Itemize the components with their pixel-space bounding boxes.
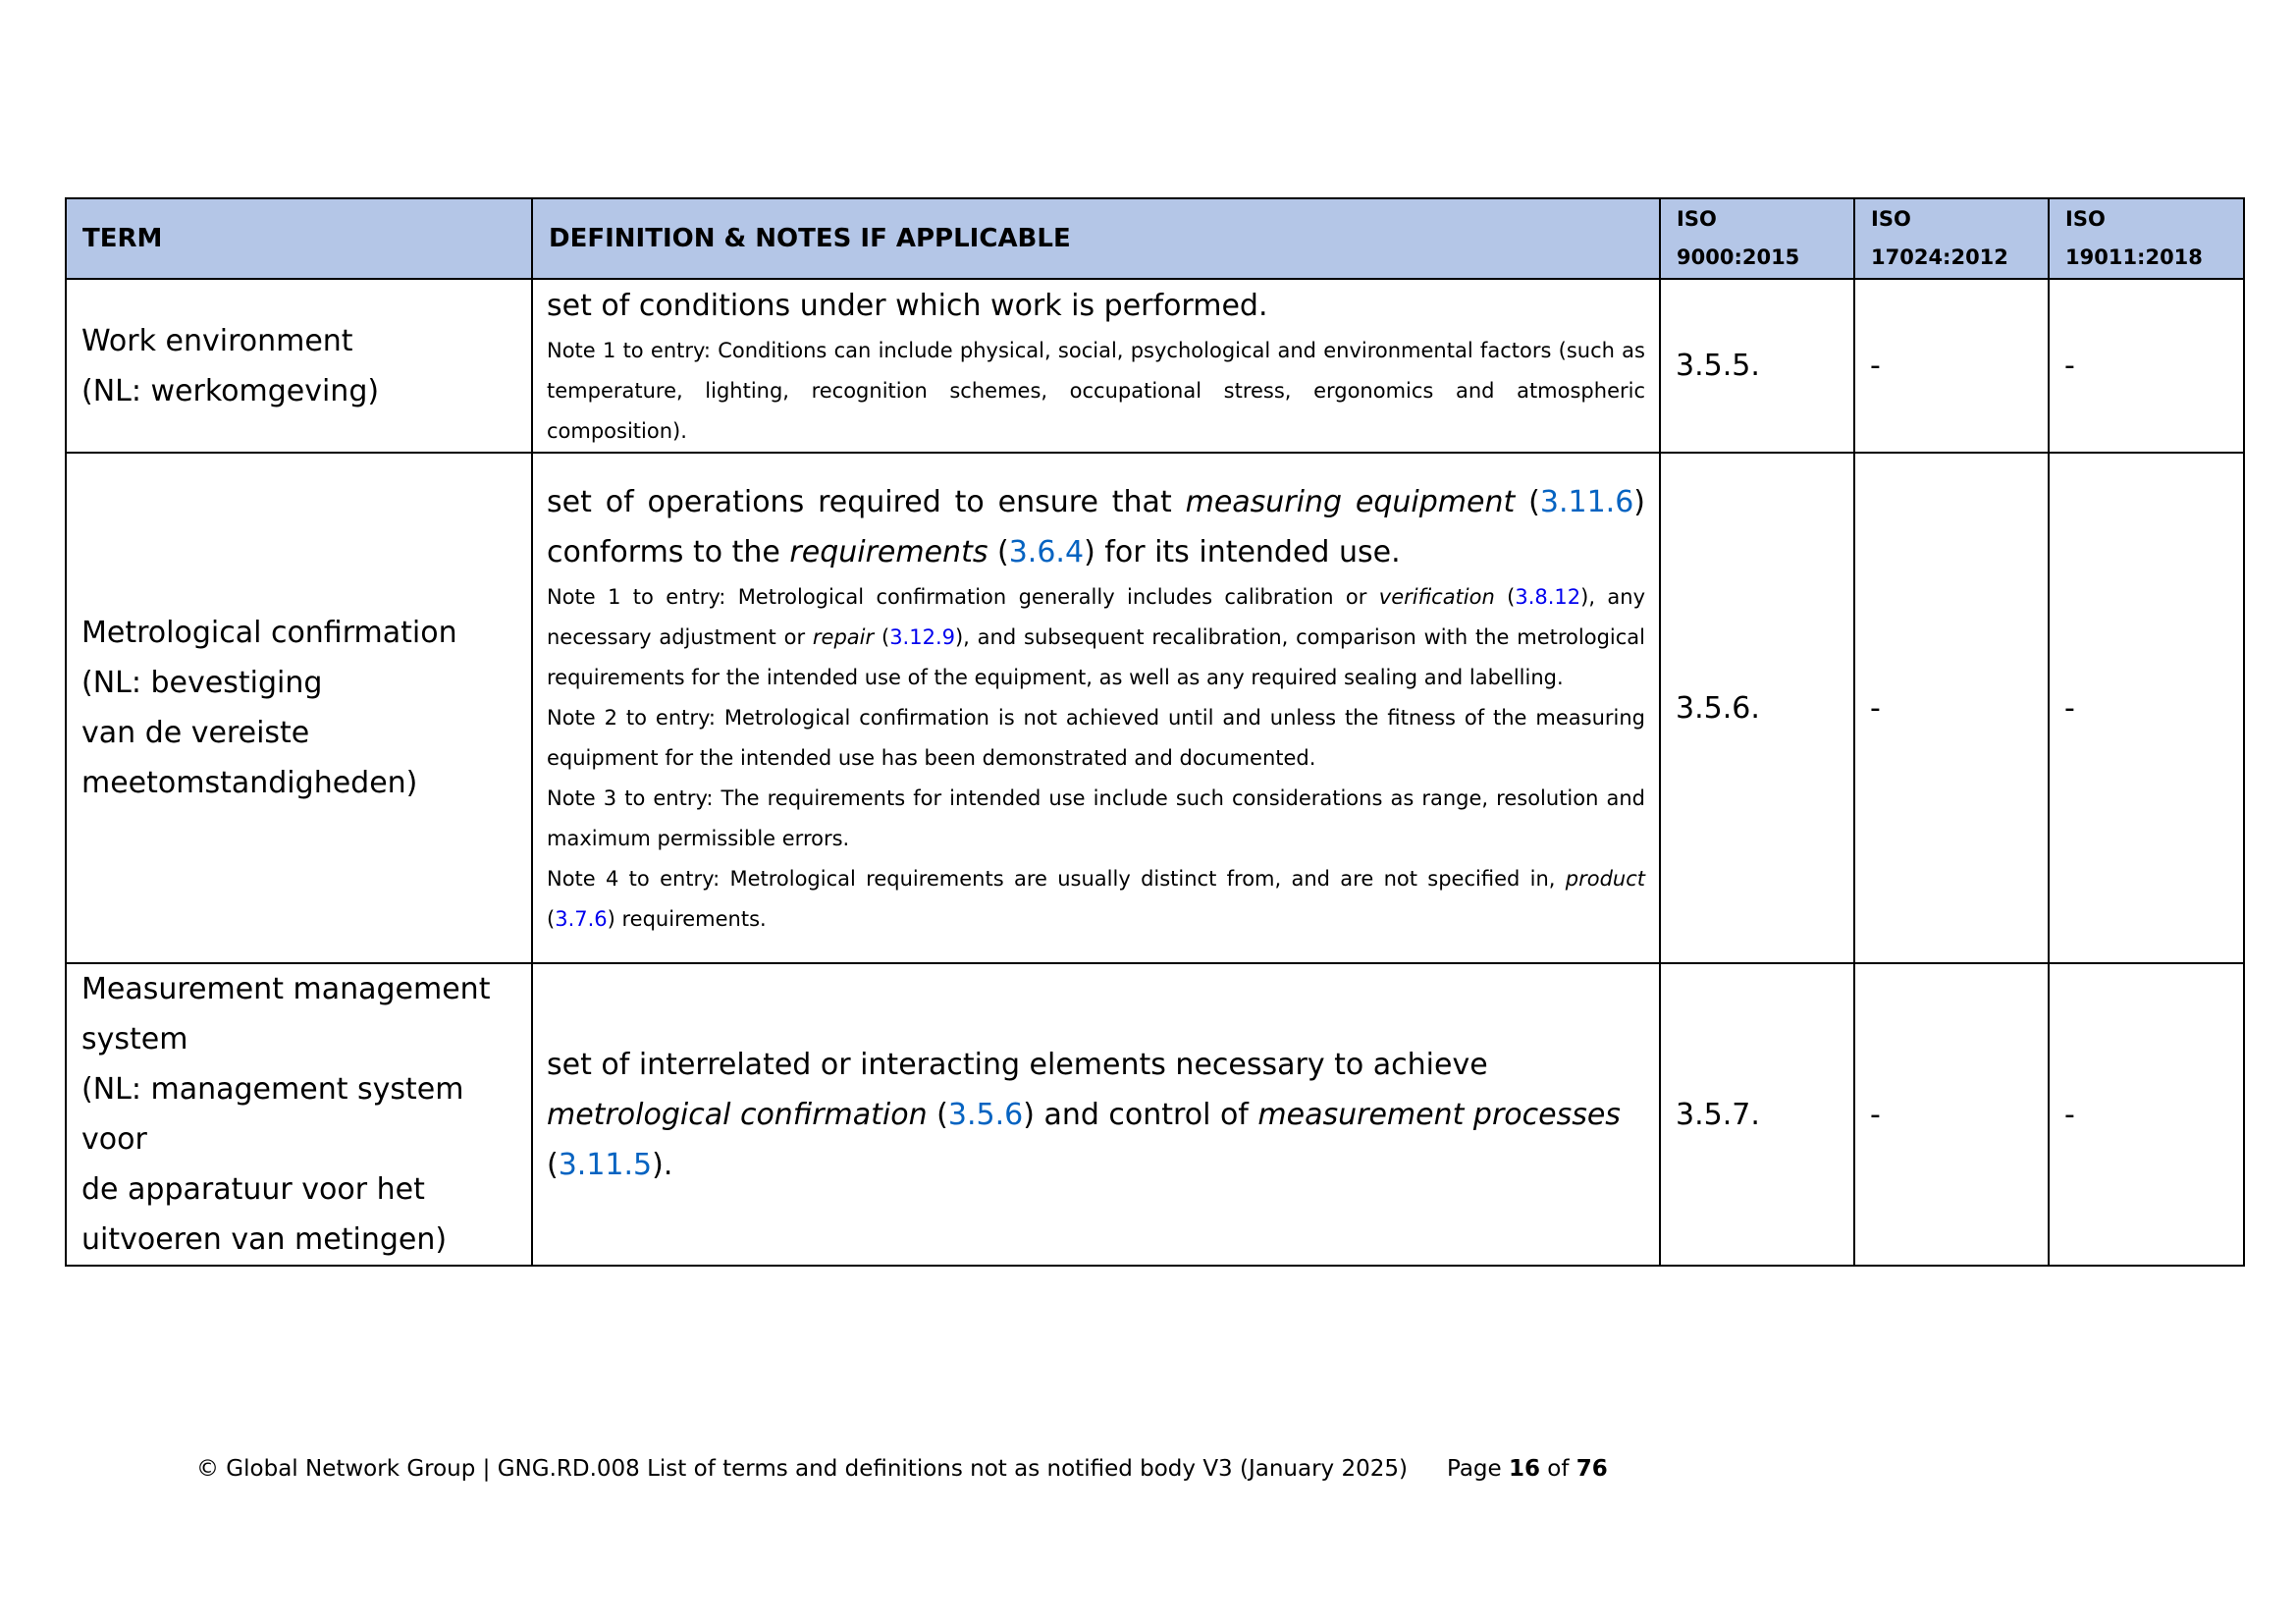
terms-table <box>65 197 2245 1267</box>
clause-link[interactable]: 3.8.12 <box>1515 584 1581 609</box>
definition-cell <box>532 279 1660 453</box>
iso-9000-ref: 3.5.5. <box>1660 279 1854 453</box>
page-footer <box>196 1456 1608 1482</box>
header-definition: DEFINITION & NOTES IF APPLICABLE <box>532 198 1660 279</box>
term-name: Metrological confirmation <box>81 616 457 650</box>
term-cell <box>66 453 532 963</box>
note-text: ) requirements. <box>607 906 767 931</box>
def-term-ref: metrological confirmation <box>547 1097 928 1132</box>
definition-cell <box>532 963 1660 1266</box>
term-nl-line-1: (NL: management system voor <box>81 1072 464 1157</box>
def-term-ref: measurement processes <box>1257 1097 1621 1132</box>
table-row <box>66 279 2244 453</box>
term-cell <box>66 279 532 453</box>
clause-link[interactable]: 3.11.5 <box>558 1147 653 1182</box>
header-iso-19011-top: ISO <box>2065 207 2106 231</box>
note-1 <box>547 577 1645 698</box>
term-name: Measurement management system <box>81 972 491 1056</box>
def-text: ( <box>988 534 1009 569</box>
note-text: ( <box>1494 584 1516 609</box>
note-term-ref: verification <box>1378 584 1495 609</box>
clause-link[interactable]: 3.7.6 <box>555 906 608 931</box>
iso-19011-ref: - <box>2049 279 2244 453</box>
iso-17024-ref: - <box>1854 453 2049 963</box>
header-term: TERM <box>66 198 532 279</box>
note-term-ref: product <box>1565 866 1645 891</box>
iso-9000-ref: 3.5.6. <box>1660 453 1854 963</box>
def-term-ref: requirements <box>789 534 988 569</box>
clause-link[interactable]: 3.5.6 <box>947 1097 1024 1132</box>
note-text: ), any necessary adjustment or <box>547 584 1645 649</box>
note-3: Note 3 to entry: The requirements for intended use include such considerations as range, resolution and maximum permissible errors. <box>547 785 1645 850</box>
footer-page-total: 76 <box>1575 1456 1608 1482</box>
footer-copyright: © Global Network Group | GNG.RD.008 List of terms and definitions not as notified body V3 (January 2025) <box>196 1456 1408 1482</box>
iso-9000-ref: 3.5.7. <box>1660 963 1854 1266</box>
def-text: ) for its intended use. <box>1084 534 1401 569</box>
header-iso-9000-bottom: 9000:2015 <box>1677 245 1800 269</box>
term-nl: (NL: werkomgeving) <box>81 373 380 408</box>
iso-17024-ref: - <box>1854 963 2049 1266</box>
note-4 <box>547 859 1645 940</box>
term-name: Work environment <box>81 323 353 358</box>
clause-link[interactable]: 3.11.6 <box>1539 484 1634 519</box>
definition-text <box>547 477 1645 577</box>
header-iso-17024-bottom: 17024:2012 <box>1871 245 2008 269</box>
def-text: ( <box>927 1097 948 1132</box>
header-iso-17024-top: ISO <box>1871 207 1911 231</box>
def-text: ) conforms to the <box>547 484 1645 569</box>
definition-text <box>547 1040 1645 1190</box>
header-iso-19011 <box>2049 198 2244 279</box>
term-nl-line-3: meetomstandigheden) <box>81 766 418 800</box>
clause-link[interactable]: 3.12.9 <box>889 624 955 649</box>
note-text: Note 1 to entry: Metrological confirmation generally includes calibration or <box>547 584 1379 609</box>
term-nl-line-2: van de vereiste <box>81 716 310 750</box>
footer-page-number: 16 <box>1508 1456 1540 1482</box>
term-cell <box>66 963 532 1266</box>
def-text: ) and control of <box>1023 1097 1258 1132</box>
note-text: ( <box>874 624 890 649</box>
header-iso-9000-top: ISO <box>1677 207 1717 231</box>
note-term-ref: repair <box>812 624 875 649</box>
iso-19011-ref: - <box>2049 963 2244 1266</box>
footer-page-label: Page <box>1446 1456 1509 1482</box>
definition-cell <box>532 453 1660 963</box>
def-term-ref: measuring equipment <box>1185 484 1516 519</box>
note-text: Note 4 to entry: Metrological requirements are usually distinct from, and are not specified in, <box>547 866 1566 891</box>
iso-19011-ref: - <box>2049 453 2244 963</box>
note-text: ), and subsequent recalibration, comparison with the metrological requirements for the intended use of the equipment, as well as any required sealing and labelling. <box>547 624 1645 689</box>
iso-17024-ref: - <box>1854 279 2049 453</box>
def-text: ). <box>652 1147 673 1182</box>
header-iso-17024 <box>1854 198 2049 279</box>
note-1: Note 1 to entry: Conditions can include physical, social, psychological and environmental factors (such as temperature, lighting, recognition schemes, occupational stress, ergonomics and atmospheric composition). <box>547 338 1645 443</box>
table-row <box>66 963 2244 1266</box>
def-text: ( <box>1515 484 1540 519</box>
table-row <box>66 453 2244 963</box>
term-nl-line-2: de apparatuur voor het <box>81 1172 425 1207</box>
def-text: set of operations required to ensure that <box>547 484 1186 519</box>
term-nl-line-1: (NL: bevestiging <box>81 666 323 700</box>
def-text: set of interrelated or interacting elements necessary to achieve <box>547 1047 1488 1082</box>
note-text: ( <box>547 906 556 931</box>
def-text: ( <box>547 1147 559 1182</box>
clause-link[interactable]: 3.6.4 <box>1008 534 1085 569</box>
table-header-row <box>66 198 2244 279</box>
header-iso-19011-bottom: 19011:2018 <box>2065 245 2203 269</box>
note-2: Note 2 to entry: Metrological confirmation is not achieved until and unless the fitness of the measuring equipment for the intended use has been demonstrated and documented. <box>547 705 1645 770</box>
definition-text: set of conditions under which work is performed. <box>547 288 1268 323</box>
term-nl-line-3: uitvoeren van metingen) <box>81 1222 448 1257</box>
footer-of-label: of <box>1540 1456 1576 1482</box>
header-iso-9000 <box>1660 198 1854 279</box>
